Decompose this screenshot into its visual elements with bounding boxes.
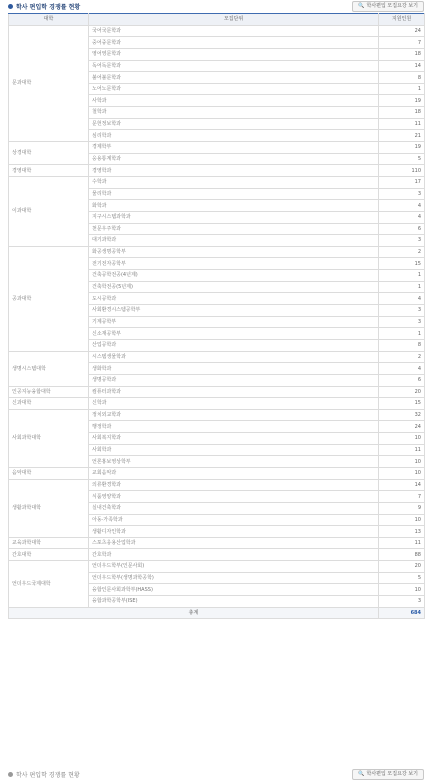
college-cell: 음악대학 — [9, 467, 89, 479]
major-cell: 언론홍보영상학부 — [89, 456, 379, 468]
applicant-count-cell: 13 — [379, 526, 425, 538]
major-cell: 사회환경시스템공학부 — [89, 305, 379, 317]
applicant-count-cell: 20 — [379, 561, 425, 573]
major-cell: 기계공학부 — [89, 316, 379, 328]
applicant-count-cell: 4 — [379, 363, 425, 375]
column-header-count: 지원인원 — [379, 14, 425, 26]
applicant-count-cell: 11 — [379, 118, 425, 130]
applicant-count-cell: 10 — [379, 433, 425, 445]
applicant-count-cell: 88 — [379, 549, 425, 561]
major-cell: 국어국문학과 — [89, 25, 379, 37]
applicant-count-cell: 14 — [379, 60, 425, 72]
applicant-count-cell: 10 — [379, 456, 425, 468]
college-cell: 경영대학 — [9, 165, 89, 177]
table-row — [9, 479, 425, 491]
major-cell: 정치외교학과 — [89, 409, 379, 421]
major-cell: 건축학전공(5년제) — [89, 281, 379, 293]
major-cell: 노어노문학과 — [89, 83, 379, 95]
view-guide-button[interactable] — [352, 1, 424, 12]
applicant-count-cell: 3 — [379, 188, 425, 200]
major-cell: 문헌정보학과 — [89, 118, 379, 130]
applicant-count-cell: 8 — [379, 339, 425, 351]
bullet-icon — [8, 772, 13, 777]
applicant-count-cell: 4 — [379, 200, 425, 212]
competition-table — [8, 13, 425, 619]
total-value: 684 — [379, 607, 425, 619]
college-cell: 생활과학대학 — [9, 479, 89, 537]
major-cell: 도시공학과 — [89, 293, 379, 305]
applicant-count-cell: 32 — [379, 409, 425, 421]
table-row — [9, 176, 425, 188]
section-header — [8, 2, 424, 11]
applicant-count-cell: 3 — [379, 316, 425, 328]
major-cell: 사회학과 — [89, 444, 379, 456]
major-cell: 컴퓨터과학과 — [89, 386, 379, 398]
major-cell: 화학과 — [89, 200, 379, 212]
applicant-count-cell: 14 — [379, 479, 425, 491]
major-cell: 산업공학과 — [89, 339, 379, 351]
major-cell: 수학과 — [89, 176, 379, 188]
applicant-count-cell: 4 — [379, 211, 425, 223]
major-cell: 융합과학공학부(ISE) — [89, 596, 379, 608]
applicant-count-cell: 20 — [379, 386, 425, 398]
major-cell: 생활디자인학과 — [89, 526, 379, 538]
table-row — [9, 409, 425, 421]
magnifier-icon: 🔍 — [358, 771, 365, 777]
footer-view-guide-button-label: 학사편입 모집요강 보기 — [366, 771, 418, 777]
applicant-count-cell: 10 — [379, 584, 425, 596]
applicant-count-cell: 2 — [379, 351, 425, 363]
college-cell: 상경대학 — [9, 142, 89, 165]
college-cell: 생명시스템대학 — [9, 351, 89, 386]
applicant-count-cell: 10 — [379, 514, 425, 526]
major-cell: 영어영문학과 — [89, 48, 379, 60]
major-cell: 시스템생물학과 — [89, 351, 379, 363]
total-row — [9, 607, 425, 619]
table-row — [9, 537, 425, 549]
column-header-major: 모집단위 — [89, 14, 379, 26]
college-cell: 사회과학대학 — [9, 409, 89, 467]
major-cell: 심리학과 — [89, 130, 379, 142]
major-cell: 사회복지학과 — [89, 433, 379, 445]
major-cell: 생명공학과 — [89, 374, 379, 386]
major-cell: 신소재공학부 — [89, 328, 379, 340]
applicant-count-cell: 11 — [379, 537, 425, 549]
applicant-count-cell: 15 — [379, 398, 425, 410]
major-cell: 아동·가족학과 — [89, 514, 379, 526]
column-header-college: 대학 — [9, 14, 89, 26]
major-cell: 화공생명공학부 — [89, 246, 379, 258]
section-title-text: 학사 편입학 경쟁률 현황 — [16, 4, 81, 11]
table-row — [9, 561, 425, 573]
applicant-count-cell: 6 — [379, 223, 425, 235]
applicant-count-cell: 5 — [379, 153, 425, 165]
major-cell: 행정학과 — [89, 421, 379, 433]
major-cell: 스포츠응용산업학과 — [89, 537, 379, 549]
applicant-count-cell: 7 — [379, 491, 425, 503]
major-cell: 융합인문사회과학부(HASS) — [89, 584, 379, 596]
applicant-count-cell: 21 — [379, 130, 425, 142]
applicant-count-cell: 24 — [379, 25, 425, 37]
major-cell: 독어독문학과 — [89, 60, 379, 72]
major-cell: 천문우주학과 — [89, 223, 379, 235]
major-cell: 신학과 — [89, 398, 379, 410]
college-cell: 언더우드국제대학 — [9, 561, 89, 608]
section-footer — [8, 770, 424, 779]
applicant-count-cell: 15 — [379, 258, 425, 270]
table-row — [9, 398, 425, 410]
major-cell: 물리학과 — [89, 188, 379, 200]
major-cell: 중어중문학과 — [89, 37, 379, 49]
major-cell: 전기전자공학부 — [89, 258, 379, 270]
bullet-icon — [8, 4, 13, 9]
applicant-count-cell: 17 — [379, 176, 425, 188]
major-cell: 경제학부 — [89, 142, 379, 154]
applicant-count-cell: 5 — [379, 572, 425, 584]
applicant-count-cell: 3 — [379, 596, 425, 608]
footer-title — [8, 770, 80, 779]
major-cell: 사학과 — [89, 95, 379, 107]
major-cell: 언더우드학부(인문사회) — [89, 561, 379, 573]
major-cell: 경영학과 — [89, 165, 379, 177]
applicant-count-cell: 4 — [379, 293, 425, 305]
table-row — [9, 142, 425, 154]
applicant-count-cell: 110 — [379, 165, 425, 177]
applicant-count-cell: 3 — [379, 235, 425, 247]
applicant-count-cell: 18 — [379, 107, 425, 119]
college-cell: 문과대학 — [9, 25, 89, 141]
table-row — [9, 246, 425, 258]
applicant-count-cell: 1 — [379, 83, 425, 95]
major-cell: 의류환경학과 — [89, 479, 379, 491]
major-cell: 건축공학전공(4년제) — [89, 270, 379, 282]
table-row — [9, 351, 425, 363]
applicant-count-cell: 1 — [379, 328, 425, 340]
table-header-row — [9, 14, 425, 26]
table-row — [9, 467, 425, 479]
footer-title-text: 학사 편입학 경쟁률 현황 — [16, 772, 80, 779]
college-cell: 교육과학대학 — [9, 537, 89, 549]
table-row — [9, 549, 425, 561]
table-row — [9, 386, 425, 398]
college-cell: 인공지능융합대학 — [9, 386, 89, 398]
major-cell: 교회음악과 — [89, 467, 379, 479]
applicant-count-cell: 7 — [379, 37, 425, 49]
applicant-count-cell: 1 — [379, 270, 425, 282]
applicant-count-cell: 8 — [379, 72, 425, 84]
major-cell: 생화학과 — [89, 363, 379, 375]
magnifier-icon: 🔍 — [358, 3, 365, 9]
college-cell: 공과대학 — [9, 246, 89, 351]
applicant-count-cell: 6 — [379, 374, 425, 386]
major-cell: 실내건축학과 — [89, 502, 379, 514]
applicant-count-cell: 9 — [379, 502, 425, 514]
applicant-count-cell: 1 — [379, 281, 425, 293]
applicant-count-cell: 2 — [379, 246, 425, 258]
major-cell: 대기과학과 — [89, 235, 379, 247]
view-guide-button-label: 학사편입 모집요강 보기 — [366, 3, 418, 9]
major-cell: 철학과 — [89, 107, 379, 119]
major-cell: 언더우드학부(생명과학공학) — [89, 572, 379, 584]
applicant-count-cell: 19 — [379, 95, 425, 107]
major-cell: 응용통계학과 — [89, 153, 379, 165]
applicant-count-cell: 19 — [379, 142, 425, 154]
table-row — [9, 25, 425, 37]
total-label: 총계 — [9, 607, 379, 619]
major-cell: 불어불문학과 — [89, 72, 379, 84]
major-cell: 간호학과 — [89, 549, 379, 561]
applicant-count-cell: 18 — [379, 48, 425, 60]
table-row — [9, 165, 425, 177]
section-title — [8, 2, 80, 11]
college-cell: 이과대학 — [9, 176, 89, 246]
major-cell: 식품영양학과 — [89, 491, 379, 503]
applicant-count-cell: 10 — [379, 467, 425, 479]
applicant-count-cell: 24 — [379, 421, 425, 433]
applicant-count-cell: 3 — [379, 305, 425, 317]
college-cell: 신과대학 — [9, 398, 89, 410]
applicant-count-cell: 11 — [379, 444, 425, 456]
table-body — [9, 25, 425, 619]
major-cell: 지구시스템과학과 — [89, 211, 379, 223]
college-cell: 간호대학 — [9, 549, 89, 561]
footer-view-guide-button[interactable] — [352, 769, 424, 780]
